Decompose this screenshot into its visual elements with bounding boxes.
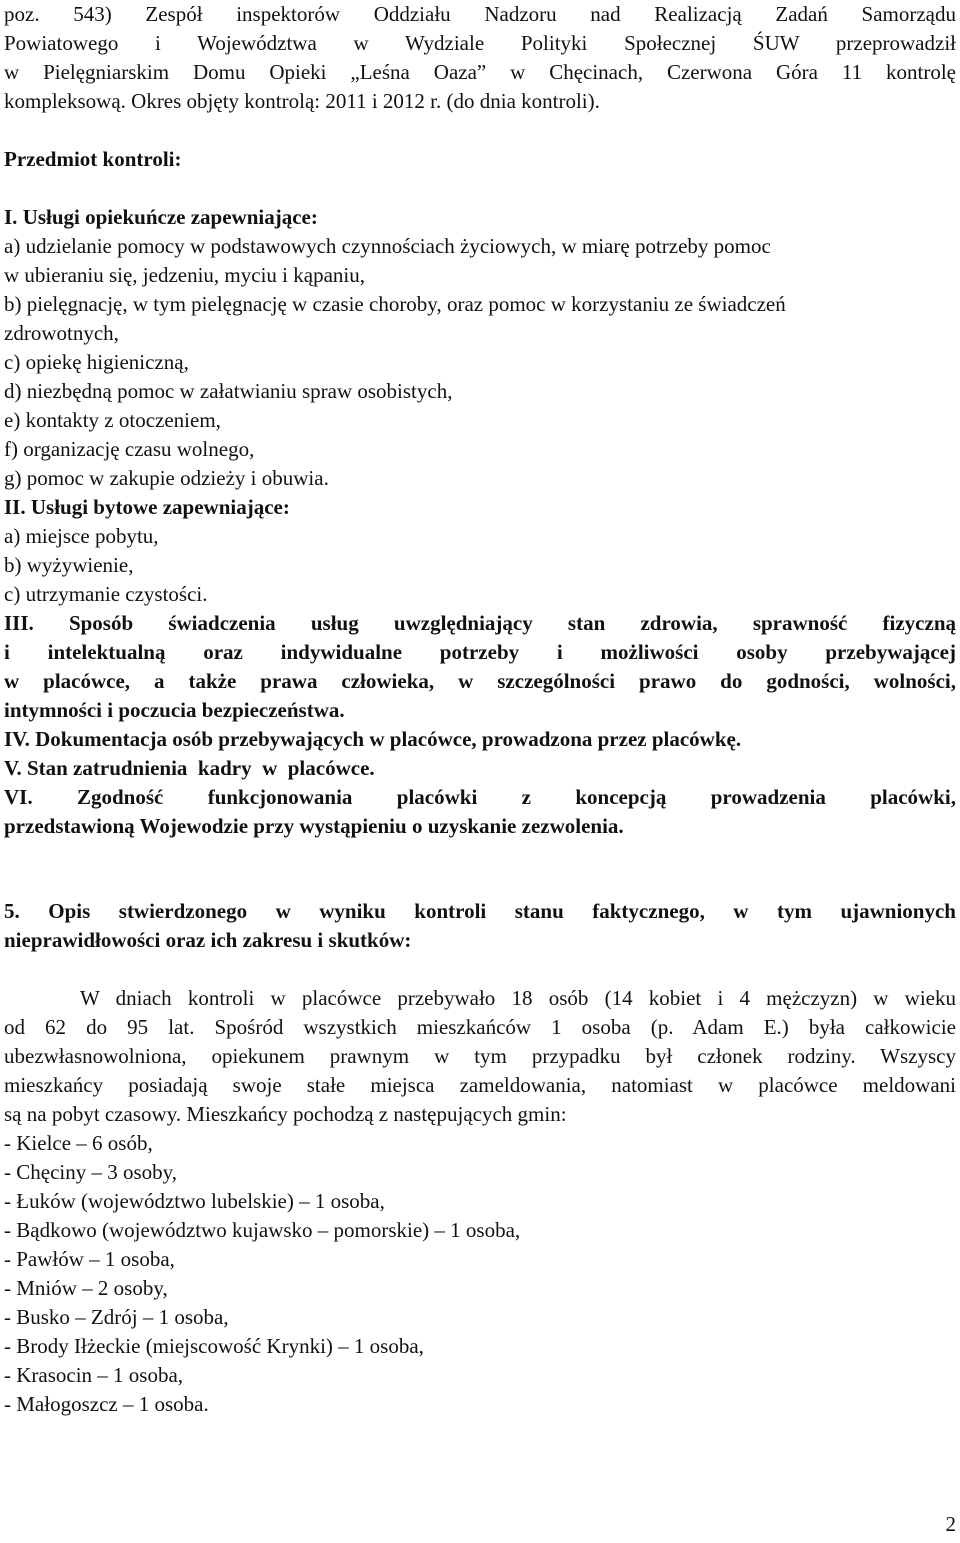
point-5-heading-line: 5. Opis stwierdzonego w wyniku kontroli stanu faktycznego, w tym ujawnionych [4, 899, 956, 923]
findings-paragraph [4, 984, 956, 1129]
findings-line: od 62 do 95 lat. Spośród wszystkich mieszkańców 1 osoba (p. Adam E.) była całkowicie [4, 1015, 956, 1039]
subject-heading: Przedmiot kontroli: [4, 147, 182, 171]
document-page [4, 0, 956, 1419]
intro-line: poz. 543) Zespół inspektorów Oddziału Nadzoru nad Realizacją Zadań Samorządu [4, 2, 956, 26]
list-item: zdrowotnych, [4, 321, 119, 345]
intro-line: kompleksową. Okres objęty kontrolą: 2011 i 2012 r. (do dnia kontroli). [4, 89, 600, 113]
list-item: a) udzielanie pomocy w podstawowych czynnościach życiowych, w miarę potrzeby pomoc [4, 234, 771, 258]
section-number: II. [4, 495, 26, 519]
section-3-line: i intelektualną oraz indywidualne potrzeby i możliwości osoby przebywającej [4, 640, 956, 664]
section-4: IV. Dokumentacja osób przebywających w placówce, prowadzona przez placówkę. [4, 727, 742, 751]
intro-paragraph [4, 0, 956, 116]
list-item: b) wyżywienie, [4, 553, 134, 577]
section-title: Usługi opiekuńcze zapewniające: [22, 205, 318, 229]
page-number: 2 [945, 1512, 956, 1536]
list-item: - Brody Iłżeckie (miejscowość Krynki) – 1 osoba, [4, 1334, 424, 1358]
intro-line: Powiatowego i Województwa w Wydziale Polityki Społecznej ŚUW przeprowadził [4, 31, 956, 55]
list-item: a) miejsce pobytu, [4, 524, 159, 548]
section-3 [4, 609, 956, 725]
list-item: c) opiekę higieniczną, [4, 350, 189, 374]
list-item: - Chęciny – 3 osoby, [4, 1160, 178, 1184]
findings-line: W dniach kontroli w placówce przebywało 18 osób (14 kobiet i 4 mężczyzn) w wieku [80, 986, 956, 1010]
municipality-list [4, 1129, 956, 1419]
section-2 [4, 493, 956, 609]
list-item: - Małogoszcz – 1 osoba. [4, 1392, 209, 1416]
section-3-line: intymności i poczucia bezpieczeństwa. [4, 698, 345, 722]
findings-line: mieszkańcy posiadają swoje stałe miejsca zameldowania, natomiast w placówce meldowani [4, 1073, 956, 1097]
list-item: b) pielęgnację, w tym pielęgnację w czasie choroby, oraz pomoc w korzystaniu ze świadczeń [4, 292, 786, 316]
point-5-heading [4, 897, 956, 955]
list-item: g) pomoc w zakupie odzieży i obuwia. [4, 466, 329, 490]
intro-line: w Pielęgniarskim Domu Opieki „Leśna Oaza” w Chęcinach, Czerwona Góra 11 kontrolę [4, 60, 956, 84]
section-3-line: III. Sposób świadczenia usług uwzględniający stan zdrowia, sprawność fizyczną [4, 611, 956, 635]
list-item: - Kielce – 6 osób, [4, 1131, 153, 1155]
findings-line: są na pobyt czasowy. Mieszkańcy pochodzą z następujących gmin: [4, 1102, 567, 1126]
list-item: - Bądkowo (województwo kujawsko – pomorskie) – 1 osoba, [4, 1218, 521, 1242]
section-6-line: przedstawioną Wojewodzie przy wystąpieniu o uzyskanie zezwolenia. [4, 814, 624, 838]
list-item: e) kontakty z otoczeniem, [4, 408, 221, 432]
list-item: d) niezbędną pomoc w załatwianiu spraw osobistych, [4, 379, 453, 403]
section-number: I. [4, 205, 18, 229]
list-item: - Łuków (województwo lubelskie) – 1 osoba, [4, 1189, 385, 1213]
point-5-heading-line: nieprawidłowości oraz ich zakresu i skutków: [4, 928, 412, 952]
section-3-line: w placówce, a także prawa człowieka, w szczególności prawo do godności, wolności, [4, 669, 956, 693]
list-item: f) organizację czasu wolnego, [4, 437, 255, 461]
section-6 [4, 783, 956, 841]
list-item: w ubieraniu się, jedzeniu, myciu i kąpaniu, [4, 263, 365, 287]
list-item: - Busko – Zdrój – 1 osoba, [4, 1305, 229, 1329]
section-title: Usługi bytowe zapewniające: [30, 495, 290, 519]
list-item: c) utrzymanie czystości. [4, 582, 208, 606]
list-item: - Pawłów – 1 osoba, [4, 1247, 175, 1271]
section-6-line: VI. Zgodność funkcjonowania placówki z koncepcją prowadzenia placówki, [4, 785, 956, 809]
list-item: - Mniów – 2 osoby, [4, 1276, 168, 1300]
section-5: V. Stan zatrudnienia kadry w placówce. [4, 756, 375, 780]
list-item: - Krasocin – 1 osoba, [4, 1363, 184, 1387]
findings-line: ubezwłasnowolniona, opiekunem prawnym w tym przypadku był członek rodziny. Wszyscy [4, 1044, 956, 1068]
section-1 [4, 203, 956, 493]
